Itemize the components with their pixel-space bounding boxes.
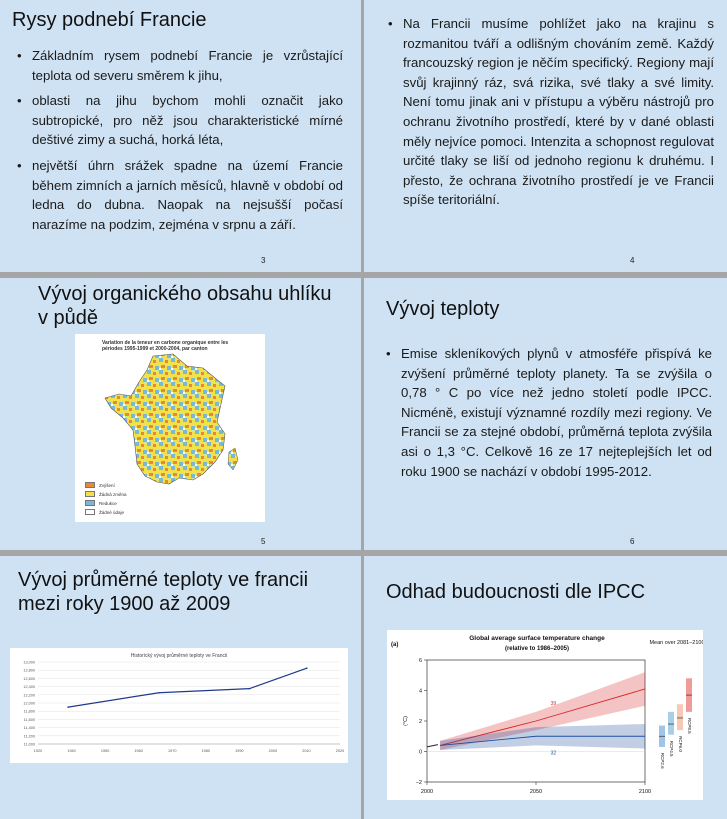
slide-4[interactable] xyxy=(364,0,727,272)
slide-number: 4 xyxy=(630,256,635,265)
historical-line xyxy=(427,745,438,747)
y-tick-label: 6 xyxy=(418,658,422,664)
x-tick-label: 1920 xyxy=(33,749,43,753)
bullet-list xyxy=(386,344,712,487)
y-tick-label: 13,000 xyxy=(23,660,35,665)
model-count-label: 32 xyxy=(550,750,557,757)
y-tick-label: 12,000 xyxy=(23,701,35,706)
legend-swatch xyxy=(85,500,95,506)
x-tick-label: 1950 xyxy=(100,749,110,753)
y-tick-label: 11,000 xyxy=(23,742,35,747)
scenario-range-bar xyxy=(677,704,683,730)
x-tick-label: 2020 xyxy=(335,749,345,753)
slide-5[interactable] xyxy=(0,278,361,550)
x-tick-label: 1980 xyxy=(201,749,211,753)
y-tick-label: 11,400 xyxy=(23,726,35,731)
data-point xyxy=(249,688,251,690)
scenario-label: RCP4.5 xyxy=(669,740,674,757)
france-temperature-chart xyxy=(10,648,348,763)
x-tick-label: 1970 xyxy=(167,749,177,753)
slide-7[interactable] xyxy=(0,556,361,819)
ipcc-chart-figure xyxy=(387,630,703,800)
y-axis-label: (°C) xyxy=(403,716,409,726)
y-tick-label: 4 xyxy=(418,688,422,695)
map-title: Variation de la teneur en carbone organique entre les périodes 1995-1999 et 2000-2004, par canton xyxy=(102,340,229,352)
slide-title: Odhad budoucnosti dle IPCC xyxy=(386,581,646,603)
slide-8[interactable] xyxy=(364,556,727,819)
slide-title: Vývoj organického obsahu uhlíku v půdě xyxy=(38,283,332,329)
x-tick-label: 2000 xyxy=(268,749,278,753)
slide-title: Vývoj průměrné teploty ve francii mezi roky 1900 až 2009 xyxy=(18,569,309,615)
slide-number: 3 xyxy=(261,256,266,265)
y-tick-label: 11,800 xyxy=(23,709,35,714)
bullet-item: • oblasti na jihu bychom mohli označit jako subtropické, pro něž jsou charakteristické mírné deštivé zimy a suchá, horká léta, xyxy=(17,91,343,150)
bullet-item: • Emise skleníkových plynů v atmosféře přispívá ke zvýšení průměrné teploty planety. Ta se zvýšila o 0,78 ° C po více než jedno století podle IPCC. Nicméně, existují významné rozdíly mezi regiony. Ve Francii se za stejné období, průměrná teplota zvýšila asi o 1,3 °C. Celkově 16 ze 17 nejteplejších let od roku 1900 se nachází v období 1995-2012. xyxy=(386,344,712,481)
temperature-series-line xyxy=(68,668,307,707)
scenario-label: RCP8.5 xyxy=(687,717,692,734)
slide-number: 5 xyxy=(261,537,266,546)
data-point xyxy=(67,706,69,708)
side-panel-title: Mean over 2081–2100 xyxy=(649,640,703,646)
bullet-item: • Na Francii musíme pohlížet jako na krajinu s rozmanitou tváří a odlišným chováním země. Každý francouzský region je něčím specifický. Regiony mají svůj krajinný ráz, svá rizika, své tlaky a své limity. Není tomu jinak ani v přístupu a výběru nástrojů pro ochranu životního prostředí, které by v dané oblasti měly nejvíce pomoci. Intenzita a schopnost regulovat určité tlaky se liší od jednoho regionu k druhému. I přesto, že ochrana životního prostředí je ve Francii spíše teritoriální. xyxy=(388,14,714,210)
ipcc-projection-chart xyxy=(387,630,703,800)
y-tick-label: 11,600 xyxy=(23,717,35,722)
chart-title: Global average surface temperature change xyxy=(469,635,605,642)
y-tick-label: 0 xyxy=(418,749,422,756)
chart-subtitle: (relative to 1986–2005) xyxy=(504,646,570,652)
legend-swatch xyxy=(85,491,95,497)
x-tick-label: 1990 xyxy=(235,749,244,753)
legend-swatch xyxy=(85,482,95,488)
bullet-item: • Základním rysem podnebí Francie je vzrůstající teplota od severu směrem k jihu, xyxy=(17,46,343,85)
y-tick-label: 12,800 xyxy=(23,668,35,673)
bullet-list xyxy=(17,46,343,240)
data-point xyxy=(158,692,160,694)
uncertainty-band xyxy=(440,724,645,750)
scenario-range-bar xyxy=(668,712,674,735)
legend-item: Zvýšení xyxy=(85,482,115,488)
legend-item: Žádná změna xyxy=(85,491,127,497)
slide-title: Rysy podnebí Francie xyxy=(12,9,207,31)
scenario-label: RCP2.6 xyxy=(660,752,665,769)
x-tick-label: 1960 xyxy=(134,749,143,753)
slide-number: 6 xyxy=(630,537,635,546)
slide-title: Vývoj teploty xyxy=(386,298,500,320)
x-tick-label: 2050 xyxy=(529,789,543,795)
model-count-label: 39 xyxy=(550,700,557,707)
carbon-map-figure xyxy=(75,334,265,522)
bullet-item: • největší úhrn srážek spadne na území Francie během zimních a jarních měsíců, hlavně v období od ledna do dubna. Naopak na nejsušší počasí narazíme na podzim, zejména v srpnu a září. xyxy=(17,156,343,234)
x-tick-label: 1940 xyxy=(67,749,76,753)
legend-swatch xyxy=(85,509,95,515)
scenario-label: RCP6.0 xyxy=(678,736,683,752)
x-tick-label: 2010 xyxy=(302,749,311,753)
temperature-line-chart xyxy=(10,648,348,763)
chart-title: Historický vývoj průměrné teploty ve Francii xyxy=(130,653,228,659)
slide-6[interactable] xyxy=(364,278,727,550)
legend-item: Žádné údaje xyxy=(85,509,124,515)
panel-label: (a) xyxy=(391,642,399,648)
x-tick-label: 2000 xyxy=(420,789,434,795)
y-tick-label: −2 xyxy=(415,780,422,786)
bullet-list xyxy=(388,14,714,216)
y-tick-label: 2 xyxy=(418,719,422,725)
slide-3[interactable] xyxy=(0,0,361,272)
y-tick-label: 12,400 xyxy=(23,685,35,690)
y-tick-label: 11,200 xyxy=(23,734,35,739)
data-point xyxy=(306,667,308,669)
y-tick-label: 12,600 xyxy=(23,676,35,681)
y-tick-label: 12,200 xyxy=(23,693,35,698)
x-tick-label: 2100 xyxy=(638,789,652,795)
legend-item: Redukce xyxy=(85,500,117,506)
